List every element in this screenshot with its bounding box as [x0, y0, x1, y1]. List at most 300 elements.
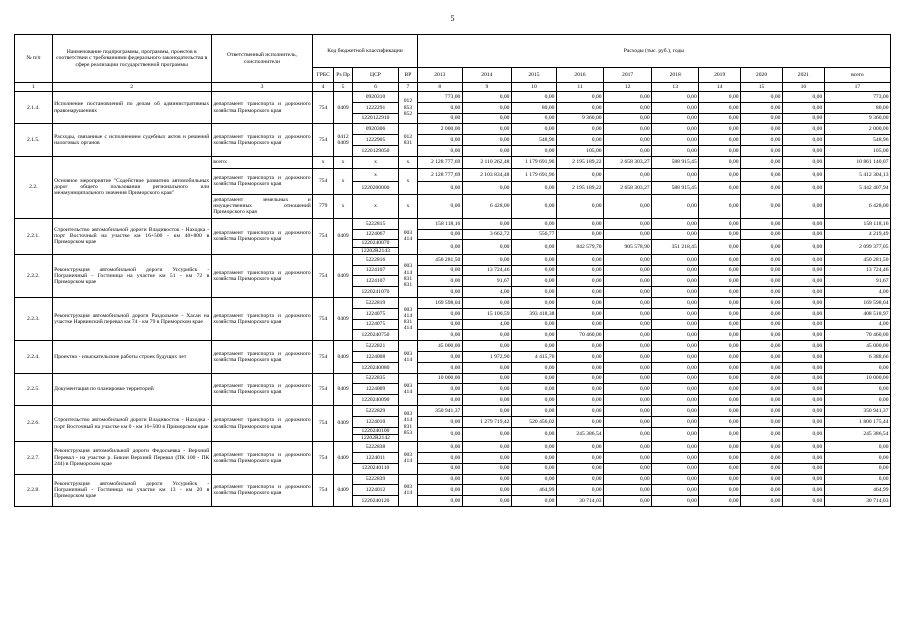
value-cell: 0,00 [782, 485, 824, 496]
row-vr-code: 414 [403, 312, 413, 319]
value-cell: 0,00 [417, 474, 462, 485]
value-cell: 0,00 [511, 463, 556, 474]
header-grbs: ГРБС [313, 68, 334, 83]
value-cell: 0,00 [699, 452, 741, 463]
value-cell: 0,00 [417, 496, 462, 507]
column-number: 16 [782, 83, 824, 92]
row-vr-code: 414 [403, 490, 413, 497]
value-cell: 4 415,76 [511, 352, 556, 363]
value-cell: 0,00 [556, 298, 603, 309]
value-cell: 0,00 [462, 384, 511, 395]
header-no: № п/п [15, 35, 53, 83]
row-name: Исполнение постановлений по делам об административных правонарушениях [52, 92, 211, 124]
value-cell: 0,00 [741, 113, 783, 124]
value-cell: 0,00 [741, 496, 783, 507]
value-cell: 0,00 [741, 124, 783, 135]
value-cell: 0,00 [699, 113, 741, 124]
value-cell: 0,00 [604, 194, 652, 218]
row-name: Строительство автомобильной дороги Владивосток - Находка - порт Восточный на участке км 16+500 - км 40+800 в Приморском крае [52, 218, 211, 254]
value-cell: 0,00 [652, 452, 699, 463]
value-cell: 0,00 [741, 240, 783, 255]
header-year: 2016 [556, 68, 603, 83]
value-cell: 0,00 [604, 287, 652, 298]
value-cell: 0,00 [462, 406, 511, 417]
row-csr: 0920310 [352, 92, 398, 103]
value-cell: 4 219,49 [824, 229, 890, 240]
header-year: 2018 [652, 68, 699, 83]
value-cell: 0,00 [604, 373, 652, 384]
row-rzpr: 0409 [334, 341, 353, 373]
row-grbs: 754 [313, 298, 334, 341]
value-cell: 0,00 [556, 254, 603, 265]
value-cell: 0,00 [652, 463, 699, 474]
row-executor: департамент земельных и имущественных отношений Приморского края [211, 194, 313, 218]
value-cell: 0,00 [604, 352, 652, 363]
row-vr [399, 474, 418, 506]
value-cell: 0,00 [782, 452, 824, 463]
value-cell: 0,00 [741, 287, 783, 298]
value-cell: 0,00 [604, 229, 652, 240]
value-cell: 0,00 [417, 113, 462, 124]
column-number: 7 [399, 83, 418, 92]
value-cell: 0,00 [699, 373, 741, 384]
value-cell: 0,00 [782, 102, 824, 113]
value-cell: 0,00 [604, 265, 652, 276]
value-cell: 0,00 [782, 113, 824, 124]
value-cell: 0,00 [511, 124, 556, 135]
value-cell: 2 195 189,22 [556, 181, 603, 194]
value-cell: 0,00 [556, 319, 603, 330]
row-executor: департамент транспорта и дорожного хозяйства Приморского края [211, 474, 313, 506]
value-cell: 0,00 [741, 330, 783, 341]
value-cell: 0,00 [462, 124, 511, 135]
value-cell: 0,00 [652, 485, 699, 496]
value-cell: 0,00 [652, 416, 699, 427]
value-cell: 0,00 [556, 102, 603, 113]
value-cell: 0,00 [782, 427, 824, 442]
row-csr-code: 12202R2143 [353, 247, 397, 254]
header-year: 2015 [511, 68, 556, 83]
value-cell: 91,67 [824, 276, 890, 287]
value-cell: 0,00 [604, 113, 652, 124]
row-grbs: 754 [313, 254, 334, 297]
value-cell: 0,00 [782, 341, 824, 352]
row-vr-code: 853 [403, 104, 413, 111]
value-cell: 13 724,46 [824, 265, 890, 276]
value-cell: 0,00 [462, 254, 511, 265]
value-cell: 0,00 [741, 395, 783, 406]
row-rzpr: 0409 [334, 373, 353, 405]
row-vr-code: 831 [403, 423, 413, 430]
value-cell: 0,00 [699, 442, 741, 453]
value-cell: 0,00 [604, 276, 652, 287]
value-cell: 0,00 [652, 194, 699, 218]
value-cell: 0,00 [782, 229, 824, 240]
row-executor: департамент транспорта и дорожного хозяйства Приморского края [211, 406, 313, 442]
row-csr: 1224012 [352, 485, 398, 496]
value-cell: 0,00 [511, 92, 556, 103]
row-csr: x [352, 194, 398, 218]
value-cell: 0,00 [462, 485, 511, 496]
value-cell: 0,00 [556, 218, 603, 229]
value-cell: 0,00 [652, 362, 699, 373]
row-name: Документация по планировке территорий [52, 373, 211, 405]
value-cell: 0,00 [699, 298, 741, 309]
row-number: 2.2. [15, 156, 53, 218]
row-executor: департамент транспорта и дорожного хозяйства Приморского края [211, 254, 313, 297]
value-cell: 0,00 [652, 168, 699, 181]
value-cell: 0,00 [556, 452, 603, 463]
value-cell: 0,00 [511, 218, 556, 229]
row-csr: 5222821 [352, 341, 398, 352]
value-cell: 0,00 [417, 442, 462, 453]
value-cell: 0,00 [417, 330, 462, 341]
value-cell: 0,00 [741, 416, 783, 427]
value-cell: 0,00 [511, 276, 556, 287]
value-cell: 0,00 [782, 298, 824, 309]
value-cell: 0,00 [741, 427, 783, 442]
value-cell: 10 000,00 [824, 373, 890, 384]
header-kbk: Код бюджетной классификации [313, 35, 418, 68]
value-cell: 0,00 [604, 145, 652, 156]
table-row [15, 156, 891, 168]
value-cell: 0,00 [462, 362, 511, 373]
value-cell: 0,00 [604, 341, 652, 352]
value-cell: 0,00 [699, 319, 741, 330]
value-cell: 0,00 [417, 485, 462, 496]
value-cell: 0,00 [417, 102, 462, 113]
value-cell: 520 456,02 [511, 416, 556, 427]
row-csr-code: 1220240100 [361, 427, 390, 434]
value-cell: 0,00 [741, 362, 783, 373]
value-cell: 0,00 [652, 265, 699, 276]
value-cell: 1 279 719,42 [462, 416, 511, 427]
row-rzpr: 0409 [334, 442, 353, 474]
row-number: 2.2.4. [15, 341, 53, 373]
row-vr [399, 373, 418, 405]
table-row [15, 218, 891, 229]
value-cell: 0,00 [462, 113, 511, 124]
value-cell: 0,00 [741, 406, 783, 417]
value-cell: 0,00 [417, 352, 462, 363]
header-year: 2021 [782, 68, 824, 83]
value-cell: 0,00 [699, 218, 741, 229]
row-vr-code: 003 [403, 263, 413, 270]
value-cell: 0,00 [652, 496, 699, 507]
row-vr-code: 831 [403, 140, 413, 147]
row-csr: 5222829 [352, 406, 398, 417]
value-cell: 0,00 [604, 384, 652, 395]
value-cell: 70 460,00 [824, 330, 890, 341]
row-grbs: 754 [313, 406, 334, 442]
column-number: 14 [699, 83, 741, 92]
column-number: 5 [334, 83, 353, 92]
value-cell: 0,00 [462, 218, 511, 229]
row-rzpr: 0409 [334, 218, 353, 254]
value-cell: 0,00 [782, 218, 824, 229]
value-cell: 0,00 [652, 218, 699, 229]
row-csr [352, 240, 398, 255]
row-executor: всего: [211, 156, 313, 168]
row-executor: департамент транспорта и дорожного хозяйства Приморского края [211, 168, 313, 194]
value-cell: 0,00 [652, 442, 699, 453]
row-number: 2.2.1. [15, 218, 53, 254]
row-executor: департамент транспорта и дорожного хозяйства Приморского края [211, 341, 313, 373]
value-cell: 0,00 [556, 442, 603, 453]
value-cell: 0,00 [556, 265, 603, 276]
value-cell: 2 099 377,05 [824, 240, 890, 255]
row-name: Реконструкция автомобильной дороги Раздольное - Хасан на участке Нарвинский перевал км 74 - км 79 в Приморском крае [52, 298, 211, 341]
column-number: 2 [52, 83, 211, 92]
row-csr: 1222291 [352, 102, 398, 113]
value-cell: 0,00 [462, 463, 511, 474]
value-cell: 0,00 [824, 384, 890, 395]
value-cell: 773,00 [824, 92, 890, 103]
value-cell: 548,96 [824, 135, 890, 146]
value-cell: 4,00 [824, 287, 890, 298]
value-cell: 0,00 [741, 319, 783, 330]
column-number: 15 [741, 83, 783, 92]
value-cell: 0,00 [652, 330, 699, 341]
value-cell: 0,00 [782, 168, 824, 181]
value-cell: 0,00 [652, 474, 699, 485]
value-cell: 0,00 [462, 298, 511, 309]
value-cell: 0,00 [699, 308, 741, 319]
value-cell: 842 579,70 [556, 240, 603, 255]
value-cell: 0,00 [782, 442, 824, 453]
value-cell: 0,00 [417, 276, 462, 287]
row-number: 2.2.2. [15, 254, 53, 297]
value-cell: 0,00 [511, 442, 556, 453]
value-cell: 1 179 691,96 [511, 156, 556, 168]
value-cell: 0,00 [652, 113, 699, 124]
value-cell: 0,00 [511, 384, 556, 395]
value-cell: 0,00 [741, 276, 783, 287]
value-cell: 0,00 [699, 145, 741, 156]
value-cell: 0,00 [652, 384, 699, 395]
value-cell: 0,00 [604, 442, 652, 453]
value-cell: 0,00 [782, 265, 824, 276]
value-cell: 105,00 [824, 145, 890, 156]
row-number: 2.2.7. [15, 442, 53, 474]
row-rzpr: 0409 [334, 474, 353, 506]
table-row [15, 298, 891, 309]
value-cell: 0,00 [417, 181, 462, 194]
row-grbs: 754 [313, 373, 334, 405]
value-cell: 2 128 777,69 [417, 168, 462, 181]
value-cell: 10 000,00 [417, 373, 462, 384]
value-cell: 0,00 [462, 427, 511, 442]
value-cell: 2 658 303,27 [604, 156, 652, 168]
row-csr: 5222835 [352, 373, 398, 384]
value-cell: 0,00 [511, 181, 556, 194]
value-cell: 0,00 [741, 265, 783, 276]
value-cell: 0,00 [699, 384, 741, 395]
value-cell: 6 428,00 [824, 194, 890, 218]
value-cell: 0,00 [604, 463, 652, 474]
column-number: 11 [556, 83, 603, 92]
value-cell: 0,00 [462, 145, 511, 156]
column-number: 10 [511, 83, 556, 92]
value-cell: 0,00 [604, 298, 652, 309]
row-vr-code: 831 [403, 275, 413, 282]
value-cell: 0,00 [417, 145, 462, 156]
value-cell: 0,00 [417, 308, 462, 319]
value-cell: 0,00 [604, 308, 652, 319]
value-cell: 0,00 [699, 352, 741, 363]
value-cell: 0,00 [417, 463, 462, 474]
row-name: Проектно - изыскательские работы строек будущих лет [52, 341, 211, 373]
value-cell: 0,00 [741, 384, 783, 395]
value-cell: 4,00 [824, 319, 890, 330]
value-cell: 0,00 [417, 135, 462, 146]
value-cell: 0,00 [824, 362, 890, 373]
value-cell: 0,00 [556, 384, 603, 395]
value-cell: 15 100,59 [462, 308, 511, 319]
table-row [15, 373, 891, 384]
row-vr-code: 414 [403, 356, 413, 363]
value-cell: 0,00 [699, 395, 741, 406]
row-vr-code: 414 [403, 457, 413, 464]
value-cell: 0,00 [462, 442, 511, 453]
value-cell: 0,00 [511, 496, 556, 507]
value-cell: 0,00 [699, 92, 741, 103]
value-cell: 0,00 [824, 474, 890, 485]
value-cell: 169 598,04 [417, 298, 462, 309]
value-cell: 0,00 [741, 254, 783, 265]
value-cell: 0,00 [604, 395, 652, 406]
row-grbs: x [313, 156, 334, 168]
row-csr: 1224075 [352, 319, 398, 330]
value-cell: 556,77 [511, 229, 556, 240]
value-cell: 0,00 [417, 287, 462, 298]
value-cell: 0,00 [741, 452, 783, 463]
value-cell: 0,00 [741, 194, 783, 218]
row-csr: 1220200000 [352, 181, 398, 194]
value-cell: 0,00 [741, 373, 783, 384]
value-cell: 0,00 [604, 168, 652, 181]
row-vr-code: 414 [403, 389, 413, 396]
row-name: Расходы, связанные с исполнением судебных актов и решений налоговых органов [52, 124, 211, 156]
value-cell: 0,00 [652, 308, 699, 319]
header-year: 2014 [462, 68, 511, 83]
value-cell: 0,00 [511, 341, 556, 352]
value-cell: 0,00 [417, 240, 462, 255]
value-cell: 0,00 [462, 135, 511, 146]
value-cell: 2 000,00 [824, 124, 890, 135]
row-vr-code: 414 [403, 417, 413, 424]
value-cell: 2 128 777,69 [417, 156, 462, 168]
value-cell: 0,00 [699, 265, 741, 276]
row-csr: 5222839 [352, 474, 398, 485]
value-cell: 0,00 [652, 406, 699, 417]
value-cell: 0,00 [556, 276, 603, 287]
value-cell: 30 714,03 [556, 496, 603, 507]
row-number: 2.1.4. [15, 92, 53, 124]
row-name: Реконструкция автомобильной дороги Уссурийск - Пограничный - Гостиница на участке км 13 - км 20 в Приморском крае [52, 474, 211, 506]
header-executor: Ответственный исполнитель, соисполнители [211, 35, 313, 83]
value-cell: 1 179 691,96 [511, 168, 556, 181]
row-vr-code: 003 [403, 230, 413, 237]
value-cell: 0,00 [699, 485, 741, 496]
value-cell: 0,00 [604, 406, 652, 417]
value-cell: 0,00 [782, 181, 824, 194]
value-cell: 0,00 [741, 442, 783, 453]
value-cell: 5 412 304,13 [824, 168, 890, 181]
value-cell: 0,00 [417, 194, 462, 218]
row-vr-code: 414 [403, 269, 413, 276]
value-cell: 0,00 [462, 240, 511, 255]
value-cell: 0,00 [782, 156, 824, 168]
value-cell: 0,00 [417, 319, 462, 330]
page-number: 5 [450, 14, 455, 23]
value-cell: 0,00 [652, 124, 699, 135]
value-cell: 0,00 [604, 485, 652, 496]
value-cell: 0,00 [556, 474, 603, 485]
column-number: 9 [462, 83, 511, 92]
value-cell: 2 658 303,27 [604, 181, 652, 194]
value-cell: 0,00 [741, 145, 783, 156]
value-cell: 0,00 [417, 427, 462, 442]
row-vr [399, 406, 418, 442]
table-row [15, 406, 891, 417]
row-csr: 5222815 [352, 218, 398, 229]
row-csr: 1220240090 [352, 395, 398, 406]
value-cell: 0,00 [741, 298, 783, 309]
row-csr: 1224107 [352, 265, 398, 276]
table-row [15, 254, 891, 265]
row-rzpr: 0409 [334, 298, 353, 341]
row-vr-code: 003 [403, 451, 413, 458]
value-cell: 0,00 [556, 485, 603, 496]
value-cell: 0,00 [699, 362, 741, 373]
value-cell: 351 218,45 [652, 240, 699, 255]
value-cell: 0,00 [556, 341, 603, 352]
value-cell: 0,00 [741, 308, 783, 319]
value-cell: 0,00 [824, 452, 890, 463]
value-cell: 0,00 [556, 352, 603, 363]
value-cell: 0,00 [782, 416, 824, 427]
value-cell: 0,00 [699, 276, 741, 287]
value-cell: 0,00 [782, 406, 824, 417]
row-vr-code: 831 [403, 282, 413, 289]
row-csr: 1220240110 [352, 463, 398, 474]
column-number: 8 [417, 83, 462, 92]
value-cell: 2 110 262,48 [462, 156, 511, 168]
row-grbs: 754 [313, 168, 334, 194]
value-cell: 0,00 [652, 298, 699, 309]
value-cell: 0,00 [604, 330, 652, 341]
header-expenses: Расходы (тыс. руб.), годы [417, 35, 890, 68]
value-cell: 0,00 [741, 181, 783, 194]
row-rzpr: 0412 0409 [334, 124, 353, 156]
header-vr: ВР [399, 68, 418, 83]
value-cell: 0,00 [652, 287, 699, 298]
value-cell: 464,99 [511, 485, 556, 496]
value-cell: 0,00 [699, 416, 741, 427]
row-csr: 1220241070 [352, 287, 398, 298]
row-vr [399, 254, 418, 297]
value-cell: 2 000,00 [417, 124, 462, 135]
value-cell: 0,00 [699, 181, 741, 194]
header-name: Наименование подпрограммы, программы, проектов в соответствии с требованиями федерального законодательства в сфере реализации государственной программы [52, 35, 211, 83]
value-cell: 0,00 [417, 265, 462, 276]
header-csr: ЦСР [352, 68, 398, 83]
value-cell: 0,00 [699, 135, 741, 146]
row-csr: 5222819 [352, 298, 398, 309]
value-cell: 0,00 [699, 406, 741, 417]
value-cell: 0,00 [511, 254, 556, 265]
